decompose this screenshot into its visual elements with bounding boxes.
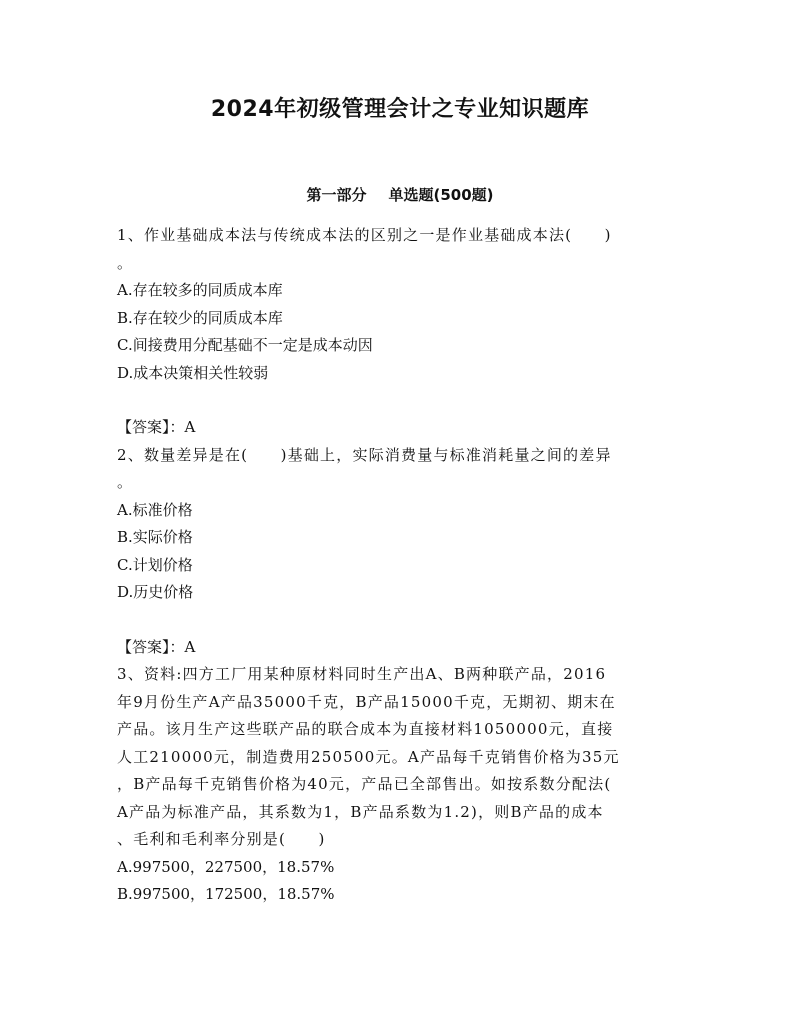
option-b: B.997500，172500，18.57% <box>117 885 335 903</box>
question-stem-line: 产品。该月生产这些联产品的联合成本为直接材料1050000元，直接 <box>117 720 614 738</box>
option-c: C.间接费用分配基础不一定是成本动因 <box>117 336 373 354</box>
question-stem-line: 3、资料:四方工厂用某种原材料同时生产出A、B两种联产品，2016 <box>117 665 607 683</box>
option-c: C.计划价格 <box>117 555 193 574</box>
answer-label: 【答案】： <box>117 637 185 656</box>
answer-line <box>117 414 687 442</box>
answer-line <box>117 634 687 662</box>
option-a: A.存在较多的同质成本库 <box>117 281 283 299</box>
question-stem-line: 人工210000元，制造费用250500元。A产品每千克销售价格为35元 <box>117 747 620 766</box>
question-stem-line: ，B产品每千克销售价格为40元，产品已全部售出。如按系数分配法( <box>117 775 612 793</box>
question-stem <box>117 222 687 277</box>
question-1 <box>117 222 687 442</box>
question-stem-line: 年9月份生产A产品35000千克，B产品15000千克，无期初、期末在 <box>117 692 616 711</box>
question-list <box>117 222 687 909</box>
answer-value: A <box>184 637 196 656</box>
question-stem-line: 1、作业基础成本法与传统成本法的区别之一是作业基础成本法( ) <box>117 226 612 244</box>
answer-label: 【答案】： <box>117 418 185 436</box>
answer-value: A <box>184 418 196 436</box>
question-stem <box>117 442 687 497</box>
question-3 <box>117 661 687 909</box>
option-d: D.历史价格 <box>117 583 194 601</box>
option-b: B.实际价格 <box>117 528 193 546</box>
question-stem-line: 。 <box>117 473 134 491</box>
question-stem-line: 、毛利和毛利率分别是( ) <box>117 830 326 848</box>
section-part: 第一部分 <box>306 186 367 204</box>
option-a: A.997500，227500，18.57% <box>117 857 335 876</box>
section-heading <box>0 184 800 205</box>
option-b: B.存在较少的同质成本库 <box>117 308 283 327</box>
section-name: 单选题(500题) <box>388 186 494 204</box>
question-stem-line: 。 <box>117 253 134 272</box>
option-d: D.成本决策相关性较弱 <box>117 363 269 382</box>
option-a: A.标准价格 <box>117 500 193 519</box>
question-2 <box>117 442 687 662</box>
document-title: 2024年初级管理会计之专业知识题库 <box>210 97 590 122</box>
question-stem <box>117 661 687 854</box>
question-stem-line: A产品为标准产品，其系数为1，B产品系数为1.2)，则B产品的成本 <box>117 802 604 821</box>
question-stem-line: 2、数量差异是在( )基础上，实际消费量与标准消耗量之间的差异 <box>117 445 612 464</box>
